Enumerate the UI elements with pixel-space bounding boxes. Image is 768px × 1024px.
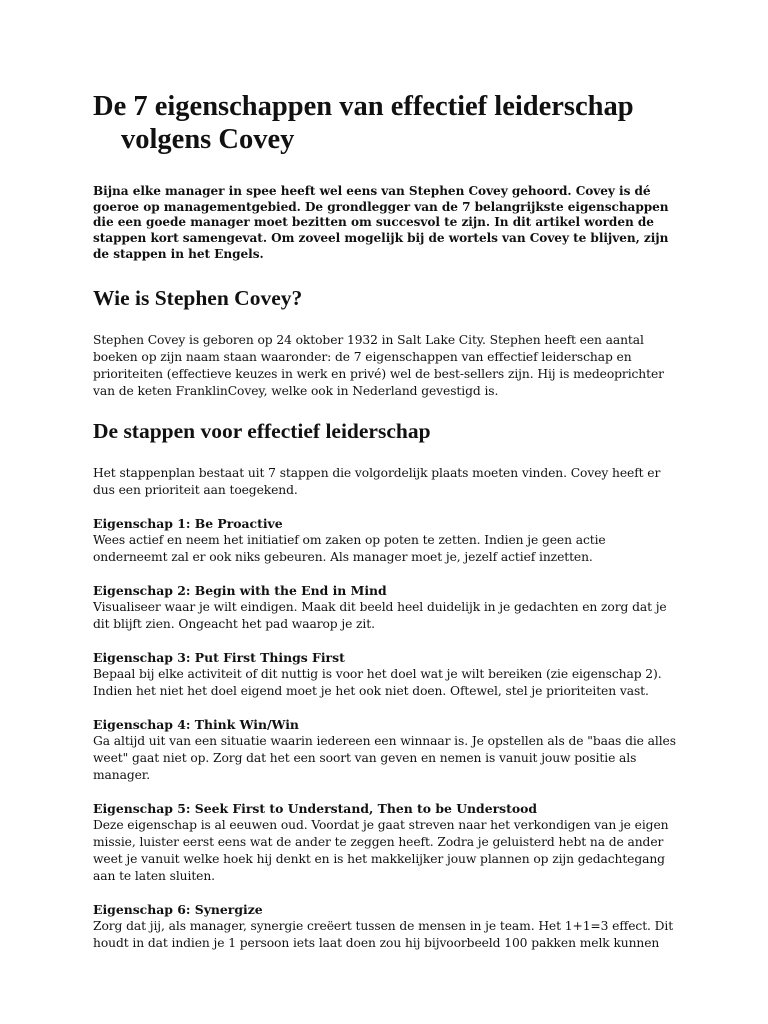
property-text: Visualiseer waar je wilt eindigen. Maak dit beeld heel duidelijk in je gedachten en zorg dat je dit blijft zien. Ongeacht het pad waarop je zit. bbox=[93, 599, 667, 631]
property-title: Eigenschap 2: Begin with the End in Mind bbox=[93, 582, 387, 598]
property-title: Eigenschap 1: Be Proactive bbox=[93, 515, 283, 531]
document-title: De 7 eigenschappen van effectief leiderschap volgens Covey bbox=[93, 91, 634, 155]
property-item bbox=[93, 583, 676, 633]
property-title: Eigenschap 4: Think Win/Win bbox=[93, 716, 299, 732]
property-text: Zorg dat jij, als manager, synergie creëert tussen de mensen in je team. Het 1+1=3 effect. Dit houdt in dat indien je 1 persoon iets laat doen zou hij bijvoorbeeld 100 pakken melk kunnen bbox=[93, 918, 674, 950]
property-item bbox=[93, 650, 676, 700]
property-text: Wees actief en neem het initiatief om zaken op poten te zetten. Indien je geen actie onderneemt zal er ook niks gebeuren. Als manager moet je, jezelf actief inzetten. bbox=[93, 532, 606, 564]
property-text: Deze eigenschap is al eeuwen oud. Voordat je gaat streven naar het verkondigen van je eigen missie, luister eerst eens wat de ander te zeggen heeft. Zodra je geluisterd hebt na de ander weet je vanuit welke hoek hij denkt en is het makkelijker jouw plannen op zijn gedachtegang aan te laten sluiten. bbox=[93, 817, 669, 883]
property-title: Eigenschap 6: Synergize bbox=[93, 901, 263, 917]
section-heading-steps: De stappen voor effectief leiderschap bbox=[93, 418, 431, 443]
property-item bbox=[93, 902, 676, 952]
section-text-steps: Het stappenplan bestaat uit 7 stappen die volgordelijk plaats moeten vinden. Covey heeft er dus een prioriteit aan toegekend. bbox=[93, 465, 661, 497]
section-heading-who: Wie is Stephen Covey? bbox=[93, 285, 303, 310]
property-item bbox=[93, 516, 676, 566]
intro-paragraph: Bijna elke manager in spee heeft wel eens van Stephen Covey gehoord. Covey is dé goeroe op managementgebied. De grondlegger van de 7 belangrijkste eigenschappen die een goede manager moet bezitten om succesvol te zijn. In dit artikel worden de stappen kort samengevat. Om zoveel mogelijk bij de wortels van Covey te blijven, zijn de stappen in het Engels. bbox=[93, 184, 669, 261]
property-item bbox=[93, 717, 676, 784]
property-text: Ga altijd uit van een situatie waarin iedereen een winnaar is. Je opstellen als de "baas die alles weet" gaat niet op. Zorg dat het een soort van geven en nemen is vanuit jouw positie als manager. bbox=[93, 733, 676, 782]
property-item bbox=[93, 801, 676, 885]
section-text-who: Stephen Covey is geboren op 24 oktober 1932 in Salt Lake City. Stephen heeft een aantal boeken op zijn naam staan waaronder: de 7 eigenschappen van effectief leiderschap en prioriteiten (effectieve keuzes in werk en privé) wel de best-sellers zijn. Hij is medeoprichter van de keten FranklinCovey, welke ook in Nederland gevestigd is. bbox=[93, 332, 664, 398]
property-text: Bepaal bij elke activiteit of dit nuttig is voor het doel wat je wilt bereiken (zie eigenschap 2). Indien het niet het doel eigend moet je het ook niet doen. Oftewel, stel je prioriteiten vast. bbox=[93, 666, 662, 698]
property-title: Eigenschap 3: Put First Things First bbox=[93, 649, 345, 665]
property-title: Eigenschap 5: Seek First to Understand, Then to be Understood bbox=[93, 800, 538, 816]
